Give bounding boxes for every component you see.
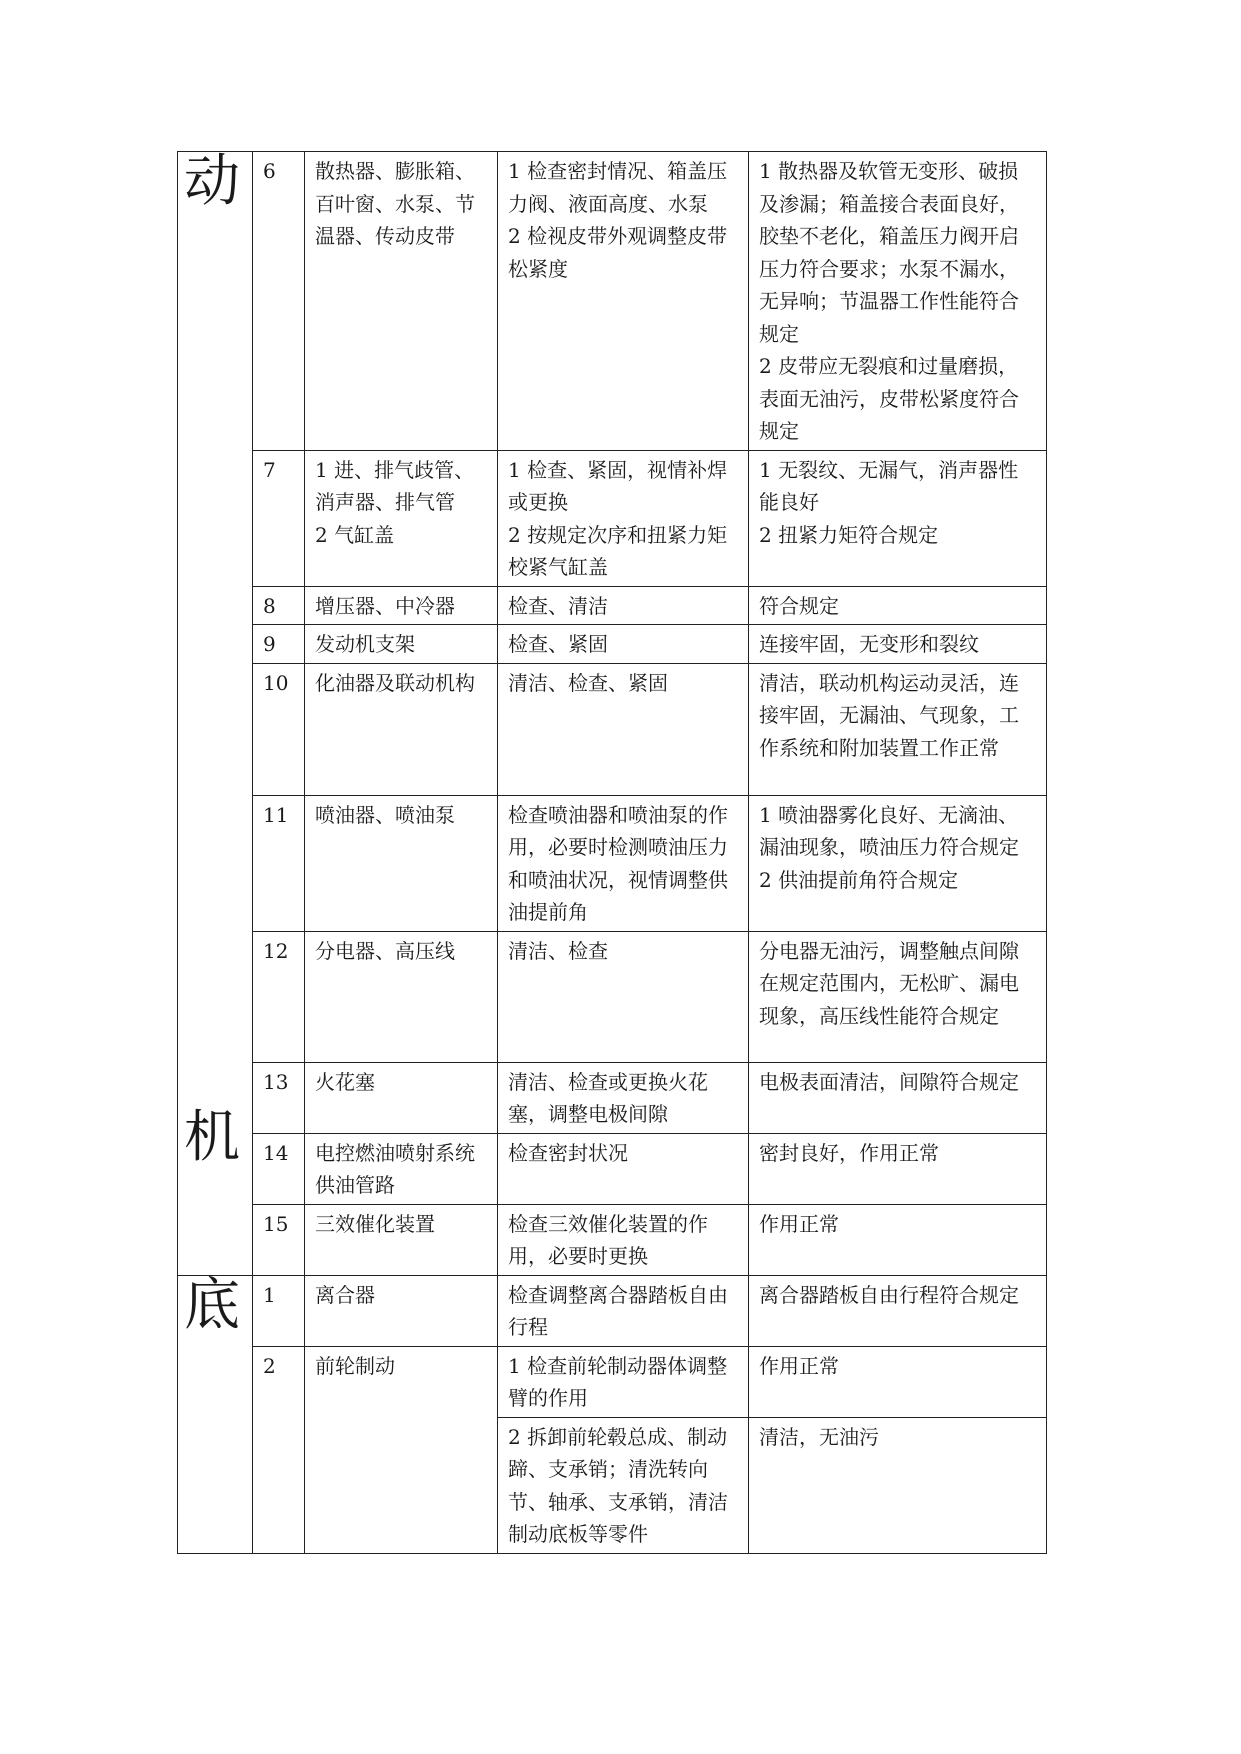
- table-row: [178, 450, 1047, 586]
- row-number: 14: [253, 1133, 305, 1204]
- requirement-cell: [749, 1133, 1047, 1204]
- table-row: [178, 1204, 1047, 1275]
- row-number: 11: [253, 795, 305, 931]
- part-cell: [305, 586, 498, 625]
- requirement-cell: [749, 1275, 1047, 1346]
- part-cell: [305, 152, 498, 451]
- requirement-text: 1 喷油器雾化良好、无滴油、漏油现象，喷油压力符合规定: [759, 802, 1019, 859]
- part-text: 前轮制动: [315, 1353, 395, 1378]
- operation-text: 检查、清洁: [508, 593, 608, 618]
- part-text: 离合器: [315, 1282, 375, 1307]
- operation-cell: [498, 1204, 749, 1275]
- requirement-text: 离合器踏板自由行程符合规定: [759, 1282, 1019, 1307]
- operation-text: 检查密封状况: [508, 1140, 628, 1165]
- row-number: 10: [253, 663, 305, 795]
- requirement-text: 2 皮带应无裂痕和过量磨损，表面无油污，皮带松紧度符合规定: [759, 354, 1019, 443]
- operation-cell: [498, 152, 749, 451]
- part-cell: [305, 663, 498, 795]
- table-row: [178, 1275, 1047, 1346]
- row-number: 6: [253, 152, 305, 451]
- part-cell: [305, 795, 498, 931]
- operation-cell: [498, 1133, 749, 1204]
- part-cell: [305, 1133, 498, 1204]
- maintenance-table: [177, 151, 1047, 1554]
- table-row: [178, 663, 1047, 795]
- requirement-cell: [749, 1204, 1047, 1275]
- row-number: 7: [253, 450, 305, 586]
- requirement-text: 电极表面清洁，间隙符合规定: [759, 1069, 1019, 1094]
- requirement-text: 分电器无油污，调整触点间隙在规定范围内，无松旷、漏电现象，高压线性能符合规定: [759, 938, 1019, 1028]
- requirement-text: 符合规定: [759, 593, 839, 618]
- table-row: [178, 1133, 1047, 1204]
- table-row: [178, 1346, 1047, 1417]
- section-engine-top: [178, 149, 253, 796]
- part-text: 三效催化装置: [315, 1211, 435, 1236]
- requirement-cell: [749, 1417, 1047, 1553]
- requirement-cell: [749, 625, 1047, 664]
- operation-text: 检查三效催化装置的作用，必要时更换: [508, 1211, 708, 1268]
- row-number: 1: [253, 1275, 305, 1346]
- table-row: [178, 1062, 1047, 1133]
- section-label-engine-top: 动: [184, 149, 240, 214]
- part-text: 发动机支架: [315, 632, 415, 656]
- requirement-cell: [749, 931, 1047, 1062]
- part-cell: [305, 1346, 498, 1553]
- operation-cell: [498, 1417, 749, 1553]
- part-cell: [305, 931, 498, 1062]
- section-label-engine-bottom: 机: [184, 1105, 240, 1170]
- table-row: [178, 931, 1047, 1062]
- requirement-text: 1 散热器及软管无变形、破损及渗漏；箱盖接合表面良好，胶垫不老化，箱盖压力阀开启压力符合要求；水泵不漏水，无异响；节温器工作性能符合规定: [759, 159, 1019, 346]
- table-row: [178, 152, 1047, 451]
- table-row: [178, 586, 1047, 625]
- operation-text: 2 检视皮带外观调整皮带松紧度: [508, 224, 728, 281]
- operation-text: 清洁、检查: [508, 938, 608, 963]
- part-cell: [305, 1204, 498, 1275]
- row-number: 2: [253, 1346, 305, 1553]
- operation-cell: [498, 1062, 749, 1133]
- operation-cell: [498, 1275, 749, 1346]
- part-text: 喷油器、喷油泵: [315, 802, 455, 827]
- operation-cell: [498, 625, 749, 664]
- section-engine-bottom: [178, 795, 253, 1275]
- row-number: 15: [253, 1204, 305, 1275]
- requirement-cell: [749, 586, 1047, 625]
- row-number: 13: [253, 1062, 305, 1133]
- requirement-text: 2 扭紧力矩符合规定: [759, 522, 939, 547]
- requirement-text: 清洁，无油污: [759, 1424, 879, 1449]
- part-text: 2 气缸盖: [315, 522, 395, 547]
- operation-cell: [498, 931, 749, 1062]
- part-text: 增压器、中冷器: [315, 593, 455, 618]
- part-text: 电控燃油喷射系统供油管路: [315, 1140, 475, 1197]
- part-text: 分电器、高压线: [315, 938, 455, 963]
- requirement-text: 作用正常: [759, 1353, 839, 1378]
- requirement-text: 2 供油提前角符合规定: [759, 867, 959, 892]
- part-cell: [305, 625, 498, 664]
- operation-text: 检查调整离合器踏板自由行程: [508, 1282, 728, 1339]
- section-chassis: [178, 1272, 253, 1553]
- operation-cell: [498, 1346, 749, 1417]
- requirement-cell: [749, 663, 1047, 795]
- operation-cell: [498, 663, 749, 795]
- requirement-text: 密封良好，作用正常: [759, 1140, 939, 1165]
- table-row: [178, 795, 1047, 931]
- requirement-cell: [749, 795, 1047, 931]
- operation-text: 2 拆卸前轮毂总成、制动蹄、支承销；清洗转向节、轴承、支承销，清洁制动底板等零件: [508, 1424, 728, 1546]
- operation-text: 2 按规定次序和扭紧力矩校紧气缸盖: [508, 522, 728, 579]
- operation-cell: [498, 795, 749, 931]
- part-cell: [305, 1275, 498, 1346]
- row-number: 9: [253, 625, 305, 664]
- requirement-text: 1 无裂纹、无漏气，消声器性能良好: [759, 457, 1019, 514]
- part-cell: [305, 1062, 498, 1133]
- requirement-cell: [749, 1346, 1047, 1417]
- operation-text: 检查、紧固: [508, 632, 608, 656]
- requirement-text: 连接牢固，无变形和裂纹: [759, 632, 979, 656]
- requirement-cell: [749, 1062, 1047, 1133]
- part-text: 1 进、排气歧管、消声器、排气管: [315, 457, 475, 514]
- section-label-chassis: 底: [184, 1272, 240, 1338]
- operation-text: 1 检查、紧固，视情补焊或更换: [508, 457, 728, 514]
- operation-cell: [498, 586, 749, 625]
- part-text: 散热器、膨胀箱、百叶窗、水泵、节温器、传动皮带: [315, 159, 475, 248]
- operation-cell: [498, 450, 749, 586]
- part-cell: [305, 450, 498, 586]
- row-number: 8: [253, 586, 305, 625]
- table-row: [178, 625, 1047, 664]
- operation-text: 检查喷油器和喷油泵的作用，必要时检测喷油压力和喷油状况，视情调整供油提前角: [508, 802, 728, 924]
- requirement-cell: [749, 450, 1047, 586]
- requirement-text: 清洁，联动机构运动灵活，连接牢固，无漏油、气现象，工作系统和附加装置工作正常: [759, 670, 1019, 760]
- operation-text: 清洁、检查或更换火花塞，调整电极间隙: [508, 1069, 708, 1126]
- operation-text: 清洁、检查、紧固: [508, 670, 668, 695]
- part-text: 化油器及联动机构: [315, 670, 475, 695]
- part-text: 火花塞: [315, 1069, 375, 1094]
- row-number: 12: [253, 931, 305, 1062]
- requirement-text: 作用正常: [759, 1211, 839, 1236]
- operation-text: 1 检查密封情况、箱盖压力阀、液面高度、水泵: [508, 159, 728, 216]
- requirement-cell: [749, 152, 1047, 451]
- operation-text: 1 检查前轮制动器体调整臂的作用: [508, 1353, 728, 1410]
